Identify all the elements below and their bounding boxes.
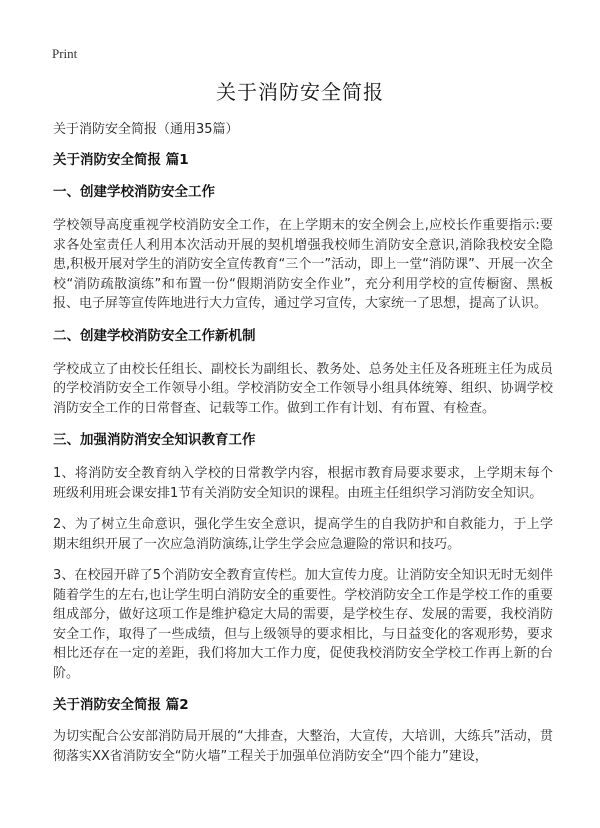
document-title: 关于消防安全简报 xyxy=(216,80,384,104)
section-title-1: 关于消防安全简报 篇1 xyxy=(53,152,189,168)
heading-1: 一、创建学校消防安全工作 xyxy=(53,184,215,200)
section-title-2: 关于消防安全简报 篇2 xyxy=(53,697,189,713)
paragraph: 学校领导高度重视学校消防安全工作，在上学期末的安全例会上,应校长作重要指示:要求各处室责任人利用本次活动开展的契机增强我校师生消防安全意识,消除我校安全隐患,积极开展对学生的消防安全宣传教育“三个一”活动，即上一堂“消防课”、开展一次全校“消防疏散演练”和布置一份“假期消防安全作业”，充分利用学校的宣传橱窗、黑板报、电子屏等宣传阵地进行大力宣传，通过学习宣传，大家统一了思想，提高了认识。 xyxy=(53,218,553,311)
document-subtitle: 关于消防安全简报（通用35篇） xyxy=(53,122,239,137)
paragraph: 3、在校园开辟了5个消防安全教育宣传栏。加大宣传力度。让消防安全知识无时无刻伴随着学生的左右,也让学生明白消防安全的重要性。学校消防安全工作是学校工作的重要组成部分，做好这项工作是维护稳定大局的需要，是学校生存、发展的需要，我校消防安全工作，取得了一些成绩，但与上级领导的要求相比，与日益变化的客观形势，要求相比还存在一定的差距，我们将加大工作力度，促使我校消防安全学校工作再上新的台阶。 xyxy=(53,568,553,681)
heading-2: 二、创建学校消防安全工作新机制 xyxy=(53,327,256,344)
heading-3: 三、加强消防消安全知识教育工作 xyxy=(53,432,256,448)
document-body xyxy=(53,120,553,778)
paragraph: 学校成立了由校长任组长、副校长为副组长、教务处、总务处主任及各班班主任为成员的学校消防安全工作领导小组。学校消防安全工作领导小组具体统筹、组织、协调学校消防安全工作的日常督查、记载等工作。做到工作有计划、有布置、有检查。 xyxy=(53,361,553,416)
paragraph: 1、将消防安全教育纳入学校的日常教学内容，根据市教育局要求要求，上学期末每个班级利用班会课安排1节有关消防安全知识的课程。由班主任组织学习消防安全知识。 xyxy=(53,466,553,501)
print-label: Print xyxy=(52,46,78,61)
paragraph: 为切实配合公安部消防局开展的“大排查，大整治，大宣传，大培训，大练兵”活动，贯彻落实XX省消防安全“防火墙”工程关于加强单位消防安全“四个能力”建设， xyxy=(53,729,553,764)
paragraph: 2、为了树立生命意识，强化学生安全意识，提高学生的自我防护和自救能力，于上学期末组织开展了一次应急消防演练,让学生学会应急避险的常识和技巧。 xyxy=(53,517,553,552)
